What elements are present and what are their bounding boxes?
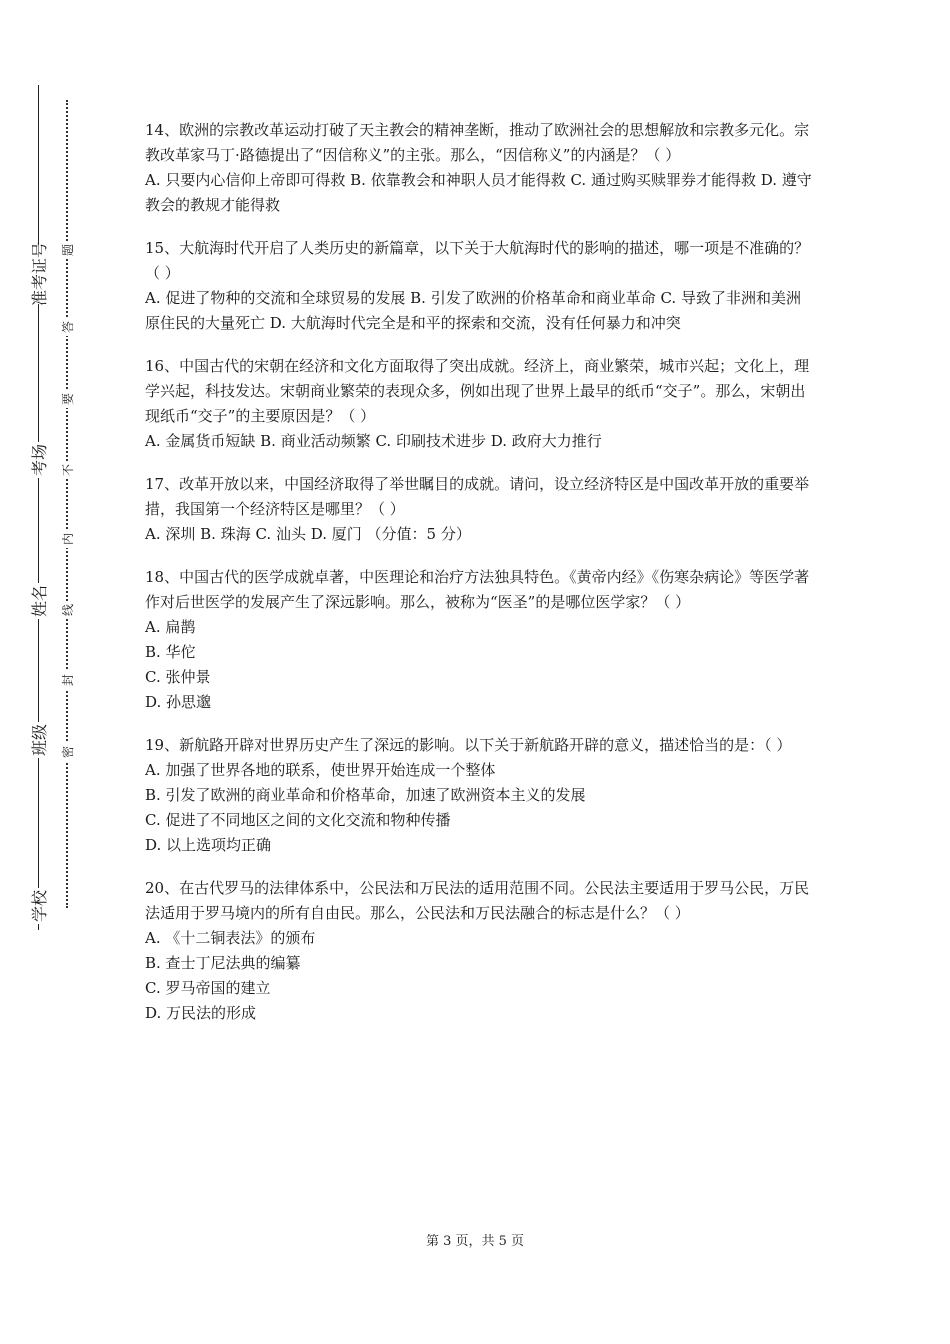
question-20: [145, 876, 815, 1026]
seal-char-feng: 封: [58, 671, 76, 689]
question-stem: 19、新航路开辟对世界历史产生了深远的影响。以下关于新航路开辟的意义，描述恰当的是：（ ）: [145, 736, 792, 754]
question-14: [145, 118, 815, 218]
question-18: [145, 565, 815, 715]
option-b: B. 引发了欧洲的商业革命和价格革命，加速了欧洲资本主义的发展: [145, 786, 586, 804]
seal-char-bu: 不: [58, 461, 76, 479]
option-b: B. 华佗: [145, 643, 196, 661]
question-stem: 20、在古代罗马的法律体系中，公民法和万民法的适用范围不同。公民法主要适用于罗马公民，万民法适用于罗马境内的所有自由民。那么，公民法和万民法融合的标志是什么？（ ）: [145, 879, 810, 922]
seal-char-nei: 内: [58, 530, 76, 548]
option-d: D. 万民法的形成: [145, 1004, 257, 1022]
question-19: [145, 733, 815, 858]
option-a: A. 扁鹊: [145, 618, 196, 636]
seal-char-yao: 要: [58, 390, 76, 408]
seal-char-xian: 线: [58, 601, 76, 619]
question-stem: 18、中国古代的医学成就卓著，中医理论和治疗方法独具特色。《黄帝内经》《伤寒杂病论》等医学著作对后世医学的发展产生了深远影响。那么，被称为“医圣”的是哪位医学家？（ ）: [145, 568, 810, 611]
seal-char-ti: 题: [58, 241, 76, 259]
binding-solid-line: [38, 85, 39, 930]
option-a: A. 加强了世界各地的联系，使世界开始连成一个整体: [145, 761, 496, 779]
option-b: B. 查士丁尼法典的编纂: [145, 954, 301, 972]
question-16: [145, 354, 815, 454]
seal-char-da: 答: [58, 318, 76, 336]
option-c: C. 罗马帝国的建立: [145, 979, 271, 997]
question-options: A. 金属货币短缺 B. 商业活动频繁 C. 印刷技术进步 D. 政府大力推行: [145, 432, 602, 450]
question-stem: 17、改革开放以来，中国经济取得了举世瞩目的成就。请问，设立经济特区是中国改革开放的重要举措，我国第一个经济特区是哪里？（ ）: [145, 475, 810, 518]
school-label: 学校: [20, 888, 56, 924]
seal-char-mi: 密: [58, 743, 76, 761]
binding-dotted-line: [66, 100, 68, 908]
option-d: D. 以上选项均正确: [145, 836, 272, 854]
option-d: D. 孙思邈: [145, 693, 212, 711]
binding-margin: [0, 0, 110, 1344]
question-15: [145, 236, 815, 336]
question-options: A. 只要内心信仰上帝即可得救 B. 依靠教会和神职人员才能得救 C. 通过购买赎罪券才能得救 D. 遵守教会的教规才能得救: [145, 171, 812, 214]
question-17: [145, 472, 815, 547]
question-options: A. 促进了物种的交流和全球贸易的发展 B. 引发了欧洲的价格革命和商业革命 C. 导致了非洲和美洲原住民的大量死亡 D. 大航海时代完全是和平的探索和交流，没有任何暴力和冲突: [145, 289, 801, 332]
question-options: A. 深圳 B. 珠海 C. 汕头 D. 厦门 （分值：5 分）: [145, 525, 471, 543]
question-list: [145, 118, 815, 1044]
question-stem: 14、欧洲的宗教改革运动打破了天主教会的精神垄断，推动了欧洲社会的思想解放和宗教多元化。宗教改革家马丁·路德提出了“因信称义”的主张。那么，“因信称义”的内涵是？（ ）: [145, 121, 810, 164]
class-label: 班级: [20, 722, 56, 758]
option-c: C. 促进了不同地区之间的文化交流和物种传播: [145, 811, 451, 829]
student-name-label: 姓名: [20, 583, 56, 619]
page-number: 第 3 页，共 5 页: [425, 1234, 525, 1249]
question-stem: 16、中国古代的宋朝在经济和文化方面取得了突出成就。经济上，商业繁荣，城市兴起；文化上，理学兴起，科技发达。宋朝商业繁荣的表现众多，例如出现了世界上最早的纸币“交子”。那么，宋朝出现纸币“交子”的主要原因是？（ ）: [145, 357, 810, 425]
question-stem: 15、大航海时代开启了人类历史的新篇章，以下关于大航海时代的影响的描述，哪一项是不准确的？（ ）: [145, 239, 810, 282]
exam-room-label: 考场: [20, 442, 56, 478]
exam-number-label: 准考证号: [20, 244, 56, 304]
option-c: C. 张仲景: [145, 668, 211, 686]
option-a: A. 《十二铜表法》的颁布: [145, 929, 316, 947]
